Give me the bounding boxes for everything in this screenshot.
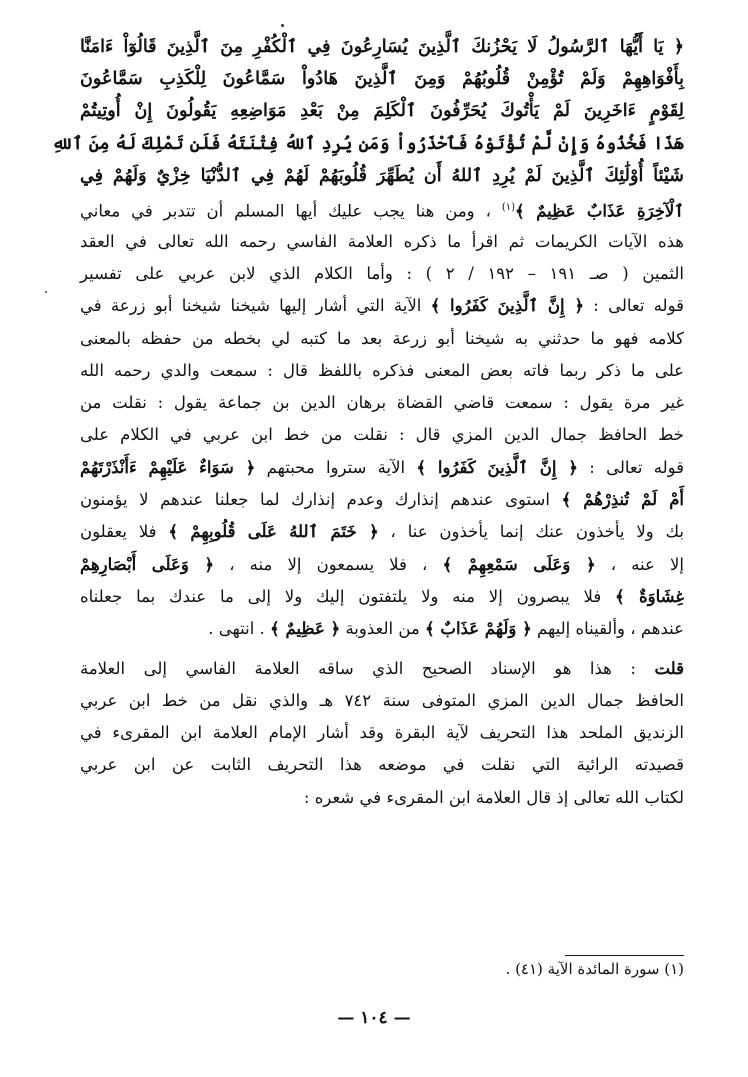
quran-quote: ٱلْآخِرَةِ عَذَابٌ عَظِيمٌ ﴾ <box>515 201 684 221</box>
text-span: من العذوبة <box>345 619 420 638</box>
text-line: الزنديق الملحد هذا التحريف لآية البقرة وقد أشار الإمام العلامة ابن المقرىء في <box>80 723 684 742</box>
text-span: ، ومن هنا يجب عليك أيها المسلم أن تتدبر في معاني <box>80 201 491 221</box>
text-span: إلا عنه ، <box>610 555 684 574</box>
footnote-reference[interactable]: (١) <box>501 202 516 213</box>
text-span: الآية التي أشار إليها شيخنا شيخنا أبو زرعة في <box>80 296 422 315</box>
verse-line: بِأَفْوَاهِهِمْ وَلَمْ تُؤْمِنْ قُلُوبُهُمْ وَمِنَ ٱلَّذِينَ هَادُواْ سَمَّاعُونَ لِلْكَذِبِ سَمَّاعُونَ <box>80 68 684 89</box>
quran-quote: أَمْ لَمْ تُنذِرْهُمْ ﴾ <box>561 490 684 509</box>
quran-quote: ﴿ سَوَاءٌ عَلَيْهِمْ ءَأَنْذَرْتَهُمْ <box>80 458 256 477</box>
text-line: هذه الآيات الكريمات ثم اقرأ ما ذكره العلامة الفاسي رحمه الله تعالى في العقد <box>80 232 684 251</box>
quran-quote: غِشَاوَةٌ ﴾ <box>615 587 684 606</box>
quran-quote: ﴿ خَتَمَ ٱللهُ عَلَى قُلُوبِهِمْ ﴾ <box>168 522 379 541</box>
text-line <box>80 196 684 224</box>
quran-quote: ﴿ إِنَّ ٱلَّذِينَ كَفَرُوا ﴾ <box>430 296 585 315</box>
text-span: : هذا هو الإسناد الصحيح الذي ساقه العلامة الفاسي إلى العلامة <box>80 659 636 678</box>
text-line: غير مرة يقول : سمعت قاضي القضاة برهان الدين بن جماعة يقول : نقلت من <box>80 393 684 412</box>
footnote: (١) سورة المائدة الآية (٤١) . <box>505 960 684 978</box>
text-span: الآية ستروا محبتهم <box>266 458 406 477</box>
text-line <box>80 585 684 609</box>
text-span: . انتهى . <box>208 619 265 638</box>
scan-mark <box>45 291 47 293</box>
text-line <box>80 294 684 318</box>
page-number: — ١٠٤ — <box>337 1008 411 1028</box>
verse-line: ﴿ يَا أَيُّهَا ٱلرَّسُولُ لَا يَحْزُنكَ ٱلَّذِينَ يُسَارِعُونَ فِي ٱلْكُفْرِ مِنَ ٱلَّذِينَ قَالُوٓاْ ءَامَنَّا <box>80 36 684 57</box>
text-line <box>80 488 684 512</box>
text-line <box>80 553 684 577</box>
text-span: عندهم ، وألقيناه إليهم <box>537 619 684 638</box>
scan-mark <box>281 24 284 27</box>
text-line <box>80 520 684 544</box>
text-span: فلا يعقلون <box>80 522 157 541</box>
quran-quote: ﴿ وَعَلَى أَبْصَارِهِمْ <box>80 555 215 574</box>
quran-quote: ﴿ وَعَلَى سَمْعِهِمْ ﴾ <box>442 555 596 574</box>
text-line: على ما ذكر ربما فاته بعض المعنى فذكره باللفظ قال : سمعت والدي رحمه الله <box>80 361 684 380</box>
text-span: قوله تعالى : <box>589 458 685 477</box>
text-span: فلا يبصرون إلا منه ولا يلتفتون إليك ولا إلى ما عندك بما جعلناه <box>80 587 602 606</box>
quran-quote: ﴿ عَظِيمٌ ﴾ <box>270 619 341 638</box>
text-span: استوى عندهم إنذارك وعدم إنذارك لما جعلنا عندهم لا يؤمنون <box>80 490 550 509</box>
text-line: الثمين ( صـ ١٩١ – ١٩٢ / ٢ ) : وأما الكلام الذي لابن عربي على تفسير <box>80 264 684 283</box>
text-line: قصيدته الرائية التي نقلت في موضعه هذا التحريف الثابت عن ابن عربي <box>80 755 684 774</box>
verse-line: هَذَا فَخُذُوهُ وَإِنْ لَّمْ تُؤْتَوْهُ فَٱحْذَرُواْ وَمَن يُرِدِ ٱللهُ فِتْنَتَهُ فَلَن تَمْلِكَ لَهُ مِنَ ٱللهِ <box>51 133 684 154</box>
quran-quote: ﴿ إِنَّ ٱلَّذِينَ كَفَرُوا ﴾ <box>416 458 578 477</box>
quran-quote: ﴿ وَلَهُمْ عَذَابٌ ﴾ <box>425 619 532 638</box>
text-span: بك ولا يأخذون عنك إنما يأخذون عنا ، <box>390 522 685 541</box>
text-line: الحافظ جمال الدين المزي المتوفى سنة ٧٤٢ هـ والذي نقل من خط ابن عربي <box>80 691 684 710</box>
text-line <box>80 456 684 480</box>
verse-line: لِقَوْمٍ ءَاخَرِينَ لَمْ يَأْتُوكَ يُحَرِّفُونَ ٱلْكَلِمَ مِنْ بَعْدِ مَوَاضِعِهِ يَقُولُونَ إِنْ أُوتِيتُمْ <box>80 100 684 121</box>
text-line: كلامه فهو ما حدثني به شيخنا أبو زرعة بعد ما كتبه لي بخطه من حفظه بالمعنى <box>80 329 684 348</box>
text-line <box>80 657 684 681</box>
text-span: قوله تعالى : <box>593 296 684 315</box>
verse-line: شَيْئاً أُوْلَٰئِكَ ٱلَّذِينَ لَمْ يُرِدِ ٱللهُ أَن يُطَهِّرَ قُلُوبَهُمْ لَهُمْ فِي ٱلدُّنْيَا خِزْيٌ وَلَهُمْ فِي <box>80 165 684 186</box>
text-line <box>80 617 684 641</box>
text-line: لكتاب الله تعالى إذ قال العلامة ابن المقرىء في شعره : <box>303 788 684 807</box>
remark-label: قلت <box>654 659 684 678</box>
text-span: ، فلا يسمعون إلا منه ، <box>229 555 428 574</box>
text-line: خط الحافظ جمال الدين المزي قال : نقلت من خط ابن عربي في الكلام على <box>80 425 684 444</box>
footnote-divider <box>565 955 684 956</box>
